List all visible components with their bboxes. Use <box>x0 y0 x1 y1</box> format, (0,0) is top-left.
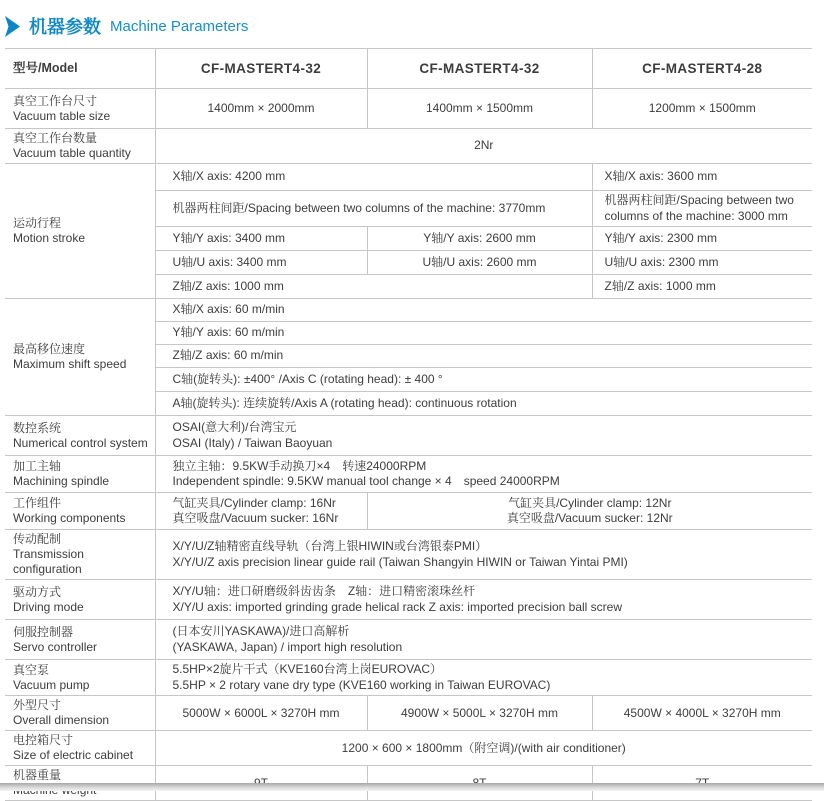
motion-u-axis-col2: U轴/U axis: 2600 mm <box>367 251 592 275</box>
machining-spindle-value <box>155 456 812 493</box>
vacuum-table-quantity-label <box>5 129 155 164</box>
vacuum-table-size-2: 1400mm × 1500mm <box>367 89 592 129</box>
working-components-col23 <box>367 493 812 530</box>
label-en: Vacuum table size <box>13 108 111 123</box>
value-line-zh: X/Y/U/Z轴精密直线导轨（台湾上银HIWIN或台湾银泰PMI） <box>172 539 488 554</box>
value-line-zh: X/Y/U轴：进口研磨级斜齿齿条 Z轴：进口精密滚珠丝杆 <box>172 584 476 599</box>
table-row <box>5 731 812 766</box>
label-en: Transmission configuration <box>13 547 84 577</box>
vacuum-table-size-label <box>5 89 155 129</box>
page-title-en: Machine Parameters <box>110 17 249 35</box>
label-en: Numerical control system <box>13 435 148 450</box>
motion-y-axis-col1: Y轴/Y axis: 3400 mm <box>155 227 367 251</box>
motion-spacing-col3: 机器两柱间距/Spacing between two columns of the machine: 3000 mm <box>592 191 812 227</box>
label-zh: 真空工作台尺寸 <box>13 93 98 108</box>
motion-y-axis-col2: Y轴/Y axis: 2600 mm <box>367 227 592 251</box>
table-row <box>5 493 812 530</box>
motion-x-axis-col12: X轴/X axis: 4200 mm <box>155 164 592 191</box>
value-line-zh: 气缸夹具/Cylinder clamp: 12Nr <box>508 495 672 510</box>
page-title-zh: 机器参数 <box>29 17 101 37</box>
label-zh: 电控箱尺寸 <box>13 733 74 748</box>
table-row <box>5 416 812 456</box>
motion-spacing-col12: 机器两柱间距/Spacing between two columns of the machine: 3770mm <box>155 191 592 227</box>
overall-dimension-1: 5000W × 6000L × 3270H mm <box>155 696 367 731</box>
model-row-label: 型号/Model <box>5 49 155 89</box>
label-zh: 真空工作台数量 <box>13 131 98 145</box>
motion-x-axis-col3: X轴/X axis: 3600 mm <box>592 164 812 191</box>
label-en: Servo controller <box>13 639 98 654</box>
motion-stroke-label <box>5 164 155 299</box>
numerical-control-system-label <box>5 416 155 456</box>
label-en: Motion stroke <box>13 231 86 246</box>
model-name-3: CF-MASTERT4-28 <box>592 49 812 89</box>
label-zh: 真空泵 <box>13 662 50 677</box>
table-row <box>5 696 812 731</box>
vacuum-table-size-1: 1400mm × 2000mm <box>155 89 367 129</box>
value-line-zh: OSAI(意大利)/台湾宝元 <box>172 420 297 435</box>
label-en: Size of electric cabinet <box>13 748 134 763</box>
servo-controller-label <box>5 620 155 660</box>
label-zh: 加工主轴 <box>13 459 62 474</box>
label-zh: 工作组件 <box>13 496 62 511</box>
speed-a-axis: A轴(旋转头): 连续旋转/Axis A (rotating head): continuous rotation <box>155 392 812 416</box>
table-row <box>5 620 812 660</box>
speed-x-axis: X轴/X axis: 60 m/min <box>155 299 812 322</box>
motion-y-axis-col3: Y轴/Y axis: 2300 mm <box>592 227 812 251</box>
max-shift-speed-label <box>5 299 155 416</box>
model-name-2: CF-MASTERT4-32 <box>367 49 592 89</box>
value-line-zh: (日本安川YASKAWA)/进口高解析 <box>172 624 350 639</box>
machine-parameters-table <box>5 48 812 801</box>
table-row <box>5 580 812 620</box>
label-en: Maximum shift speed <box>13 357 127 372</box>
driving-mode-label <box>5 580 155 620</box>
value-line-en: 真空吸盘/Vacuum sucker: 16Nr <box>172 511 339 526</box>
transmission-configuration-value <box>155 530 812 580</box>
label-zh: 外型尺寸 <box>13 698 62 713</box>
value-line-en: OSAI (Italy) / Taiwan Baoyuan <box>172 435 333 450</box>
label-en: Machining spindle <box>13 474 110 489</box>
table-row <box>5 129 812 164</box>
vacuum-pump-value <box>155 660 812 696</box>
label-zh: 驱动方式 <box>13 584 62 599</box>
value-line-en: 真空吸盘/Vacuum sucker: 12Nr <box>506 511 673 526</box>
label-en: Overall dimension <box>13 713 110 728</box>
speed-c-axis: C轴(旋转头): ±400° /Axis C (rotating head): ± 400 ° <box>155 368 812 392</box>
label-zh: 数控系统 <box>13 420 62 435</box>
speed-z-axis: Z轴/Z axis: 60 m/min <box>155 345 812 368</box>
value-line-en: X/Y/U axis: imported grinding grade helical rack Z axis: imported precision ball screw <box>172 599 623 614</box>
motion-z-axis-col12: Z轴/Z axis: 1000 mm <box>155 275 592 299</box>
label-en: Vacuum table quantity <box>13 146 131 160</box>
value-line-en: (YASKAWA, Japan) / import high resolution <box>172 639 403 654</box>
value-line-zh: 5.5HP×2旋片干式（KVE160台湾上岗EUROVAC） <box>172 662 443 677</box>
motion-u-axis-col3: U轴/U axis: 2300 mm <box>592 251 812 275</box>
value-line-zh: 气缸夹具/Cylinder clamp: 16Nr <box>172 495 336 510</box>
value-line-en: X/Y/U/Z axis precision linear guide rail (Taiwan Shangyin HIWIN or Taiwan Yintai PMI) <box>172 554 628 569</box>
table-row <box>5 456 812 493</box>
vacuum-pump-label <box>5 660 155 696</box>
value-line-en: Independent spindle: 9.5KW manual tool change × 4 speed 24000RPM <box>172 474 560 489</box>
page-title <box>0 0 824 48</box>
page-bottom-shadow <box>0 783 824 791</box>
working-components-col1 <box>155 493 367 530</box>
vacuum-table-quantity-value: 2Nr <box>155 129 812 164</box>
label-en: Driving mode <box>13 599 84 614</box>
speed-y-axis: Y轴/Y axis: 60 m/min <box>155 322 812 345</box>
table-row <box>5 164 812 191</box>
table-row <box>5 530 812 580</box>
electric-cabinet-size-value: 1200 × 600 × 1800mm（附空调)/(with air conditioner) <box>155 731 812 766</box>
electric-cabinet-size-label <box>5 731 155 766</box>
overall-dimension-3: 4500W × 4000L × 3270H mm <box>592 696 812 731</box>
motion-z-axis-col3: Z轴/Z axis: 1000 mm <box>592 275 812 299</box>
working-components-label <box>5 493 155 530</box>
label-zh: 传动配制 <box>13 532 62 547</box>
numerical-control-system-value <box>155 416 812 456</box>
table-row <box>5 49 812 89</box>
vacuum-table-size-3: 1200mm × 1500mm <box>592 89 812 129</box>
label-zh: 运动行程 <box>13 216 62 231</box>
motion-u-axis-col1: U轴/U axis: 3400 mm <box>155 251 367 275</box>
label-en: Working components <box>13 511 126 526</box>
servo-controller-value <box>155 620 812 660</box>
label-zh: 机器重量 <box>13 768 62 783</box>
table-row <box>5 299 812 322</box>
overall-dimension-2: 4900W × 5000L × 3270H mm <box>367 696 592 731</box>
label-zh: 最高移位速度 <box>13 342 86 357</box>
label-en: Vacuum pump <box>13 677 90 692</box>
machining-spindle-label <box>5 456 155 493</box>
label-zh: 伺服控制器 <box>13 624 74 639</box>
table-row <box>5 89 812 129</box>
overall-dimension-label <box>5 696 155 731</box>
title-arrow-icon <box>5 16 20 37</box>
transmission-configuration-label <box>5 530 155 580</box>
table-row <box>5 660 812 696</box>
driving-mode-value <box>155 580 812 620</box>
value-line-en: 5.5HP × 2 rotary vane dry type (KVE160 working in Taiwan EUROVAC) <box>172 677 551 692</box>
model-name-1: CF-MASTERT4-32 <box>155 49 367 89</box>
value-line-zh: 独立主轴：9.5KW手动换刀×4 转速24000RPM <box>172 458 427 473</box>
